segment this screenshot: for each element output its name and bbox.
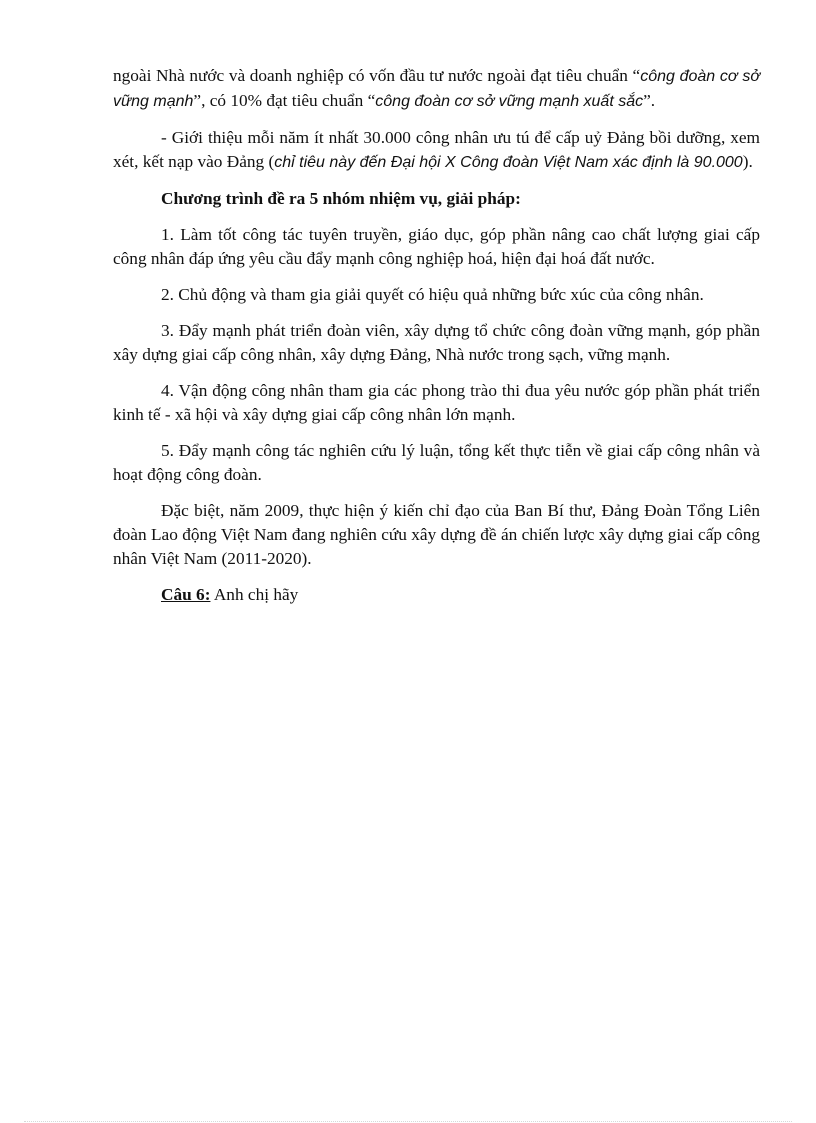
task-item-2: 2. Chủ động và tham gia giải quyết có hiệu quả những bức xúc của công nhân. [161,285,704,304]
question-6 [113,583,760,607]
para1-text-a: ngoài Nhà nước và doanh nghiệp có vốn đầu tư nước ngoài đạt tiêu chuẩn “ [113,66,641,85]
para1-text-c: ”, có 10% đạt tiêu chuẩn “ [193,91,376,110]
task-item-5: 5. Đẩy mạnh công tác nghiên cứu lý luận, tổng kết thực tiễn về giai cấp công nhân và hoạt động công đoàn. [113,441,760,484]
task-item-3: 3. Đẩy mạnh phát triển đoàn viên, xây dựng tổ chức công đoàn vững mạnh, góp phần xây dựng giai cấp công nhân, xây dựng Đảng, Nhà nước trong sạch, vững mạnh. [113,321,760,364]
paragraph-special: Đặc biệt, năm 2009, thực hiện ý kiến chỉ đạo của Ban Bí thư, Đảng Đoàn Tổng Liên đoàn Lao động Việt Nam đang nghiên cứu xây dựng đề án chiến lược xây dựng giai cấp công nhân Việt Nam (2011-2020). [113,501,760,568]
section-heading: Chương trình đề ra 5 nhóm nhiệm vụ, giải pháp: [161,189,521,208]
question-label: Câu 6: [161,585,211,604]
para1-italic-d: công đoàn cơ sở vững mạnh xuất sắc [375,93,644,110]
paragraph-introduce-workers [113,126,760,175]
document-page [113,64,760,619]
para2-text-c: ). [742,152,753,171]
para2-text-a: - Giới thiệu mỗi năm ít nhất 30.000 công nhân ưu tú để cấp uỷ Đảng bồi dưỡng, xem xét, kết nạp vào Đảng ( [113,128,760,171]
para2-italic-b: chỉ tiêu này đến Đại hội X Công đoàn Việt Nam xác định là 90.000 [274,154,743,171]
task-item-4: 4. Vận động công nhân tham gia các phong trào thi đua yêu nước góp phần phát triển kinh tế - xã hội và xây dựng giai cấp công nhân lớn mạnh. [113,381,760,424]
page-bottom-border [24,1121,792,1122]
question-text: Anh chị hãy [210,585,299,604]
para1-italic-b: công đoàn cơ sở vững mạnh [113,68,761,110]
para1-text-e: ”. [643,91,656,110]
task-item-1: 1. Làm tốt công tác tuyên truyền, giáo dục, góp phần nâng cao chất lượng giai cấp công nhân đáp ứng yêu cầu đẩy mạnh công nghiệp hoá, hiện đại hoá đất nước. [113,225,760,268]
paragraph-continuation [113,64,760,114]
